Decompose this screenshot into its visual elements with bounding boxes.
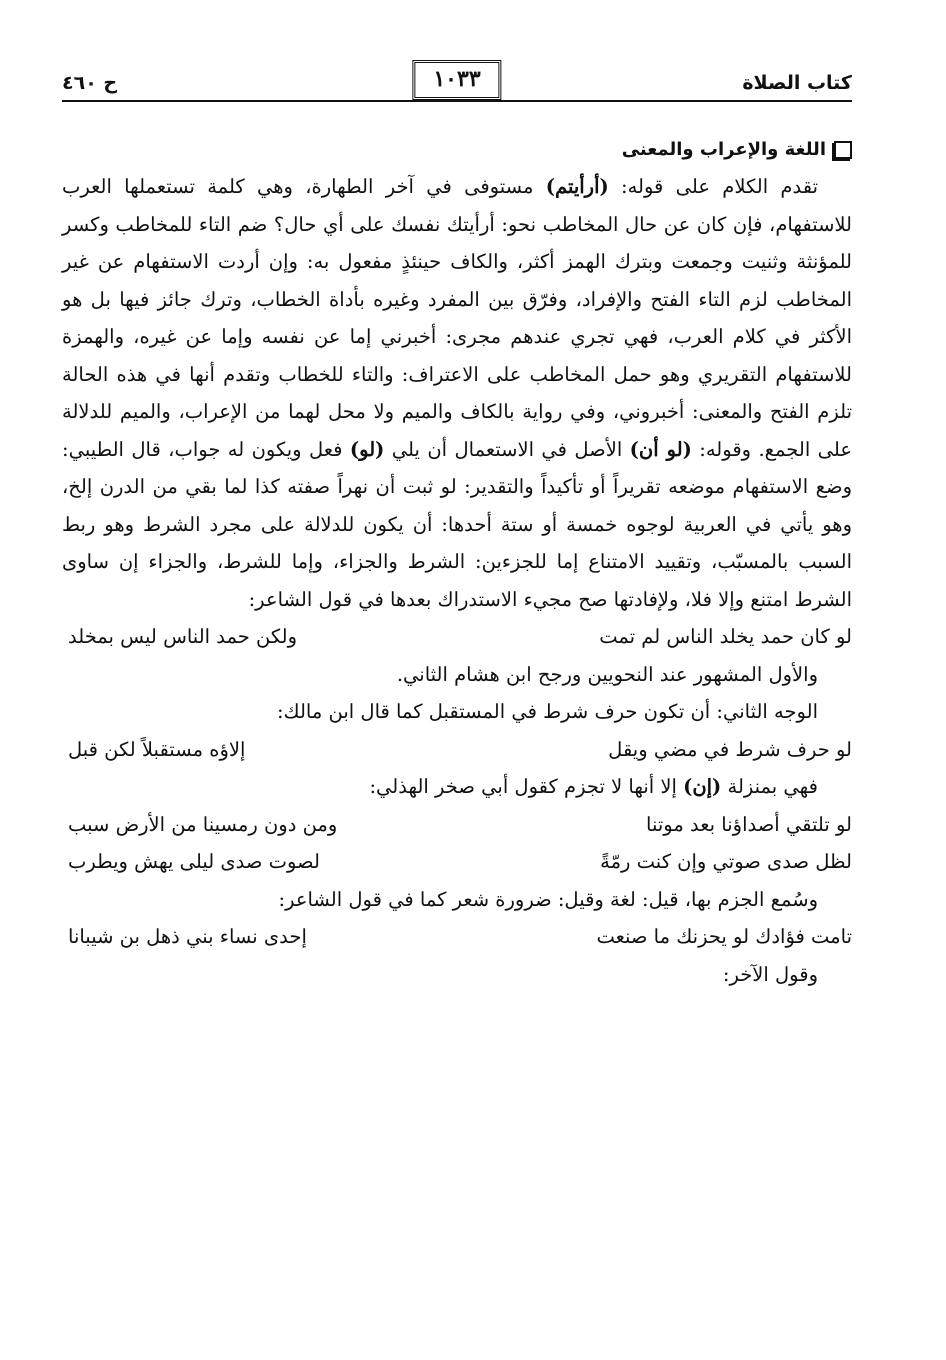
paragraph-text: الأصل في الاستعمال أن يلي	[384, 437, 630, 461]
verse-first-hemistich: لو كان حمد يخلد الناس لم تمت	[599, 625, 852, 648]
bold-term: (أرأيتم)	[545, 175, 609, 198]
running-title: كتاب الصلاة	[742, 72, 852, 94]
verse-line	[62, 731, 852, 769]
text-line: الوجه الثاني: أن تكون حرف شرط في المستقبل كما قال ابن مالك:	[276, 700, 818, 723]
verse-line	[62, 618, 852, 656]
square-bullet-icon	[834, 141, 852, 159]
section-heading	[62, 138, 852, 162]
book-page	[62, 58, 852, 1338]
page-header	[62, 58, 852, 104]
text-span: إلا أنها لا تجزم كقول أبي صخر الهذلي:	[369, 775, 684, 798]
verse-first-hemistich: لو تلتقي أصداؤنا بعد موتنا	[646, 812, 852, 836]
paragraph-text: مستوفى في آخر الطهارة، وهي كلمة تستعملها العرب للاستفهام، فإن كان عن حال المخاطب نحو: أرأيتك نفسك على أي حال؟ ضم التاء للمخاطب وكسر للمؤنثة وثنيت وجمعت وبترك الهمز أكثر، والكاف حينئذٍ مفعول به: وإن أردت الاستفهام عن غير المخاطب لزم التاء الفتح والإفراد، وفرّق بين المفرد وغيره بأداة الخطاب، وترك جائز فيها بل هو الأكثر في كلام العرب، فهي تجري عندهم مجرى: أخبرني إما عن نفسه وإما عن غيره، والهمزة للاستفهام التقريري وهو حمل المخاطب على الاعتراف: والتاء للخطاب وتقدم أنها في هذه الحالة تلزم الفتح والمعنى: أخبروني، وفي رواية بالكاف والميم ولا محل لهما من الإعراب، والميم للدلالة على الجمع. وقوله:	[62, 175, 853, 461]
bold-term: (لو أن)	[629, 437, 692, 461]
verse-first-hemistich: لو حرف شرط في مضي ويقل	[608, 737, 852, 761]
verse-first-hemistich: تامت فؤادك لو يحزنك ما صنعت	[596, 925, 852, 948]
text-line: وقول الآخر:	[722, 962, 818, 986]
verse-first-hemistich: لظل صدى صوتي وإن كنت رمّةً	[600, 850, 852, 873]
verse-second-hemistich: إحدى نساء بني ذهل بن شيبانا	[68, 925, 307, 948]
verse-second-hemistich: ولكن حمد الناس ليس بمخلد	[68, 625, 297, 648]
page-number: ١٠٣٣	[412, 60, 501, 100]
text-span: فهي بمنزلة	[721, 775, 818, 798]
text-line: والأول المشهور عند النحويين ورجح ابن هشام الثاني.	[396, 662, 818, 686]
verse-second-hemistich: إلاؤه مستقبلاً لكن قبل	[68, 737, 246, 761]
header-divider	[62, 100, 852, 102]
verse-line	[62, 806, 852, 844]
paragraph-text: تقدم الكلام على قوله:	[608, 175, 819, 198]
verse-second-hemistich: ومن دون رمسينا من الأرض سبب	[68, 812, 338, 836]
verse-line	[62, 918, 852, 956]
bold-term: (لو)	[349, 437, 385, 461]
paragraph-intro	[62, 168, 852, 618]
text-line	[62, 768, 852, 806]
hadith-reference: ح ٤٦٠	[62, 72, 118, 94]
verse-second-hemistich: لصوت صدى ليلى يهش ويطرب	[68, 850, 320, 873]
text-line: وسُمع الجزم بها، قيل: لغة وقيل: ضرورة شعر كما في قول الشاعر:	[278, 887, 818, 911]
body-text	[62, 168, 852, 618]
bold-term: (إن)	[683, 775, 722, 798]
paragraph-text: فعل ويكون له جواب، قال الطيبي: وضع الاستفهام موضعه تقريراً أو تأكيداً والتقدير: لو ثبت أن نهراً صفته كذا لما بقي من الدرن إلخ، وهو يأتي في العربية لوجوه خمسة أو ستة أحدها: أن يكون للدلالة على مجرد الشرط وهو ربط السبب بالمسبّب، وتقييد الامتناع إما للجزءين: الشرط والجزاء، وإما للشرط، والجزاء إن ساوى الشرط امتنع وإلا فلا، ولإفادتها صح مجيء الاستدراك بعدها في قول الشاعر:	[62, 437, 852, 611]
section-heading-text: اللغة والإعراب والمعنى	[621, 139, 826, 160]
verse-line	[62, 843, 852, 881]
